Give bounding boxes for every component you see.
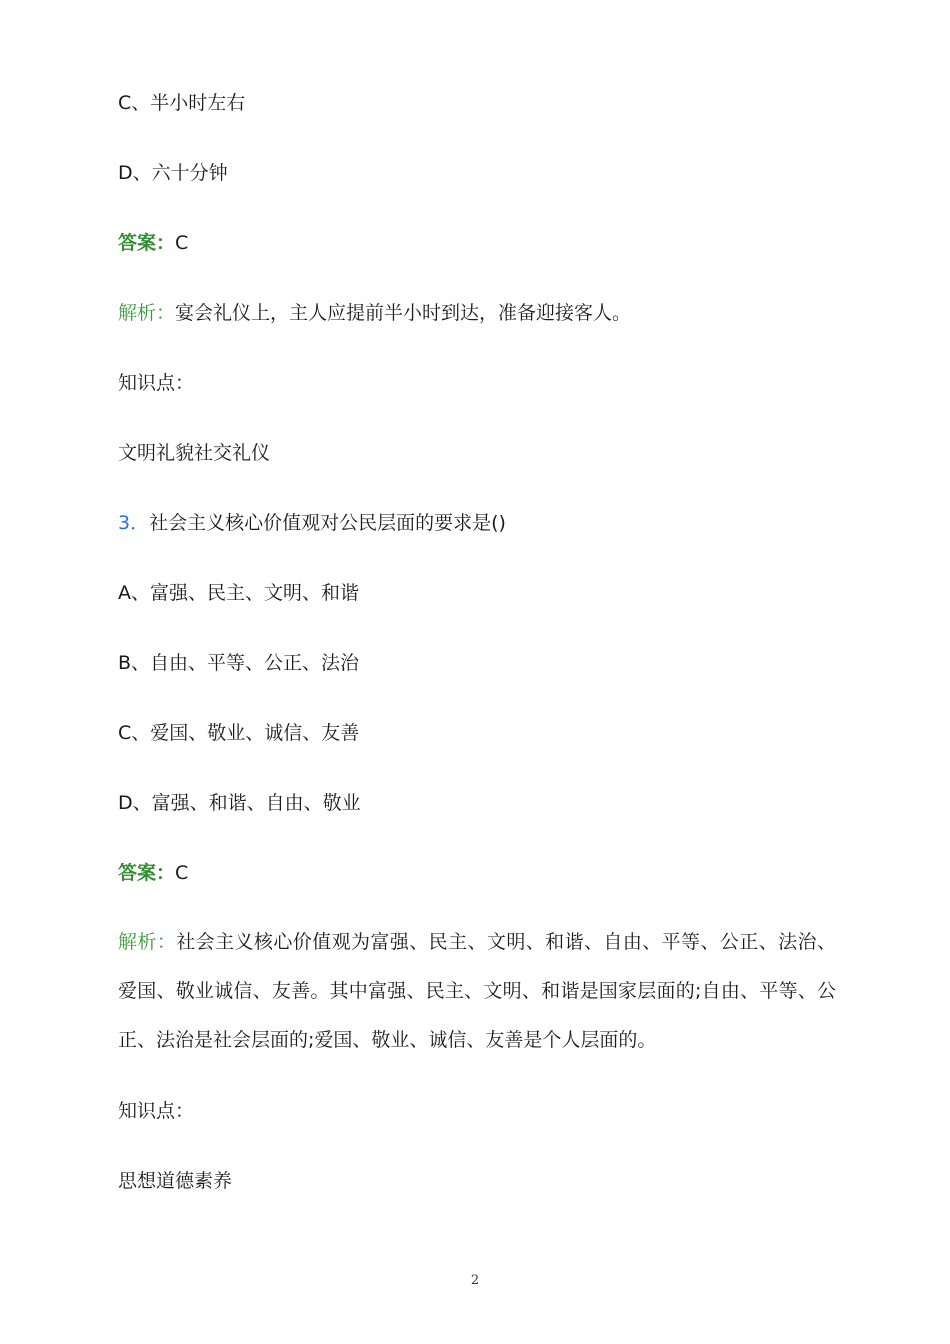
q3-answer xyxy=(118,861,188,885)
q3-option-d: D、富强、和谐、自由、敬业 xyxy=(118,792,361,814)
q3-knowledge-value: 思想道德素养 xyxy=(118,1170,233,1192)
q3-number: 3． xyxy=(118,512,150,534)
q3-option-a: A、富强、民主、文明、和谐 xyxy=(118,582,359,604)
q2-analysis-text: 宴会礼仪上，主人应提前半小时到达，准备迎接客人。 xyxy=(175,302,632,324)
q3-question-text: 社会主义核心价值观对公民层面的要求是() xyxy=(149,512,506,534)
q3-answer-label: 答案： xyxy=(118,862,176,884)
q2-answer-label: 答案： xyxy=(118,232,176,254)
page-number: 2 xyxy=(470,1273,480,1288)
q3-question xyxy=(118,511,506,535)
q2-knowledge-value: 文明礼貌社交礼仪 xyxy=(118,442,271,464)
q2-answer-value: C xyxy=(175,232,189,254)
q3-answer-value: C xyxy=(175,862,189,884)
q3-option-b: B、自由、平等、公正、法治 xyxy=(118,652,360,674)
q3-analysis xyxy=(118,918,836,1065)
q3-analysis-label: 解析： xyxy=(118,931,177,953)
q2-option-d: D、六十分钟 xyxy=(118,162,228,184)
q2-answer xyxy=(118,231,188,255)
q2-analysis xyxy=(118,301,631,325)
q3-knowledge-label: 知识点： xyxy=(118,1100,195,1122)
q3-analysis-text: 社会主义核心价值观为富强、民主、文明、和谐、自由、平等、公正、法治、爱国、敬业诚信、友善。其中富强、民主、文明、和谐是国家层面的;自由、平等、公正、法治是社会层面的;爱国、敬业、诚信、友善是个人层面的。 xyxy=(118,931,836,1051)
q2-option-c: C、半小时左右 xyxy=(118,92,246,114)
q3-option-c: C、爱国、敬业、诚信、友善 xyxy=(118,722,360,744)
q2-knowledge-label: 知识点： xyxy=(118,372,195,394)
q2-analysis-label: 解析： xyxy=(118,302,176,324)
